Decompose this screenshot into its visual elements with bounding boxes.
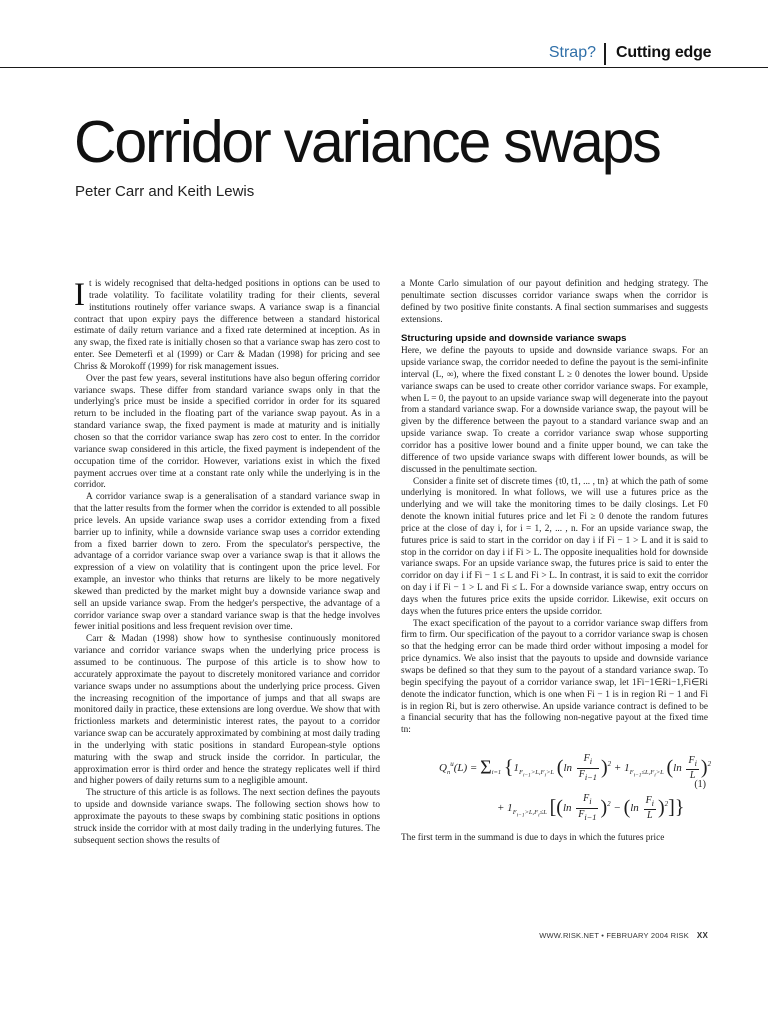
equation-line-2: + $1_{F_{i-1}>L,F_i\le L}$ [(ln $\frac{F_i}{F_{i-1}}$ )$^2$ − (ln $\frac{F_i}{L}$ )$^2$]} bbox=[497, 793, 685, 822]
page-footer bbox=[539, 931, 708, 940]
header-divider bbox=[604, 43, 606, 65]
left-column bbox=[74, 279, 380, 848]
footer-source: WWW.RISK.NET • FEBRUARY 2004 RISK bbox=[539, 931, 689, 940]
right-column bbox=[401, 279, 712, 845]
body-paragraph: The first term in the summand is due to days in which the futures price bbox=[401, 833, 665, 844]
body-paragraph: A corridor variance swap is a generalisation of a standard variance swap in that the latter results from the former when the corridor is extended to all possible price levels. An upside variance swap uses a corridor extending from a fixed barrier up to infinity, while a downside variance swap uses a corridor extending from a fixed barrier down to zero. From the speculator's perspective, the advantage of a corridor variance swap over a variance swap is that it allows the expression of a view on volatility that is contingent upon the price level. For example, an investor who thinks that returns are likely to be more negatively skewed than predicted by the market might buy a downside variance swap and sell an upside variance swap. From the hedger's perspective, the advantage of a corridor variance swap over a standard variance swap is that the hedge involves fewer initial positions and less frequent revision over time. bbox=[74, 492, 380, 633]
page-number: XX bbox=[696, 931, 708, 940]
header-rule bbox=[0, 67, 768, 68]
body-paragraph: The exact specification of the payout to a corridor variance swap differs from firm to firm. Our specification of the payout to a corridor variance swap is chosen so that the hedging error can be made third order without imposing a model for price dynamics. We also insist that the payouts to upside and downside variance swaps be defined so that they sum to the payout of a standard variance swap. To begin specifying the payout of a corridor variance swap, let 1Fi−1∈Ri−1,Fi∈Ri denote the indicator function, which is one when Fi − 1 is in region Ri − 1 and Fi is in region Ri, but is zero otherwise. An upside variance contract is defined to be a financial security that has the following non-negative payout at the fixed time tn: bbox=[401, 618, 708, 736]
section-label: Cutting edge bbox=[616, 44, 712, 61]
equation-line-1: $Q_n^u(L) = \Sigma_{i=1}$ {$1_{F_{i-1}>L,F_i>L}$ (ln $\frac{F_i}{F_{i-1}}$ )$^2 + 1_{F_{i-1}\le L,F_i>L}$ (ln $\frac{F_i}{L}$ )$^2$ bbox=[439, 753, 712, 782]
body-paragraph: Here, we define the payouts to upside and downside variance swaps. For an upside variance swap, the corridor needed to define the payout is the semi-infinite interval (L, ∞), where the fixed constant L ≥ 0 denotes the lower bound. Upside variance swaps can be used to create other corridor variance swaps. For example, when L = 0, the payout to an upside variance swap will degenerate into the payout from a standard variance swap. For a downside variance swap, the payout will be given by the difference between the payout to a standard variance swap and an upside variance swap. To create a corridor variance swap whose supporting corridor has a positive lower bound and a finite upper bound, we can take the difference of two upside variance swaps with different lower bounds, as will be discussed in the penultimate section. bbox=[401, 346, 708, 475]
body-paragraph: a Monte Carlo simulation of our payout definition and hedging strategy. The penultimate section discusses corridor variance swaps when the corridor is defined by two positive finite constants. A final section summarises and suggests extensions. bbox=[401, 279, 708, 325]
body-paragraph: Over the past few years, several institutions have also begun offering corridor variance swaps. These differ from standard variance swaps only in that the underlying's price must be inside a specified corridor in order for its squared return to be included in the floating part of the variance swap payout. As in a standard variance swap, the fixed payment is made at maturity and is initially chosen so that the corridor variance swap has zero cost to enter. In the corridor variance swap considered in this article, the fixed payment is independent of the occupation time of the corridor. However, variations exist in which the fixed payment accrues over time at a constant rate only while the underlying is in the corridor. bbox=[74, 373, 380, 491]
body-paragraph: The structure of this article is as follows. The next section defines the payouts to upside and downside variance swaps. The following section shows how to approximate the payouts to these swaps by combining static positions in options struck inside the corridor with at most daily trading in the underlying futures. The subsequent section shows the results of bbox=[74, 788, 380, 846]
strap-label: Strap? bbox=[548, 44, 596, 61]
article-title: Corridor variance swaps bbox=[74, 109, 660, 175]
body-paragraph: It is widely recognised that delta-hedged positions in options can be used to trade volatility. To facilitate volatility trading for their clients, several institutions routinely offer variance swaps. A variance swap is a financial contract that upon expiry pays the difference between a standard historical estimate of daily return variance and a fixed rate determined at inception. As in any swap, the fixed rate is initially chosen so that a variance swap has zero cost to enter. See Demeterfi et al (1999) or Carr & Madan (1998) for pricing and see Chriss & Morokoff (1999) for risk management issues. bbox=[74, 277, 380, 372]
article-authors: Peter Carr and Keith Lewis bbox=[75, 183, 255, 200]
body-paragraph: Carr & Madan (1998) show how to synthesise continuously monitored variance and corridor variance swaps when the underlying price process is assumed to be continuous. The purpose of this article is to show how to accurately approximate the payout to discretely monitored variance and corridor variance swaps under no assumptions about the underlying price process. Given the increasing recognition of the importance of jumps and that all swaps are monitored daily in practice, these extensions are long overdue. We show that with frictionless markets and deterministic interest rates, the payout to a corridor variance swap can be accurately approximated by combining at most daily trading in the underlying with static positions in standard European-style options maturing with the swap and struck inside the corridor. In particular, the approximation error is third order and hence the strategy replicates well if third and higher powers of daily returns sum to a negligible amount. bbox=[74, 634, 380, 787]
dropcap: I bbox=[74, 277, 85, 313]
equation-1 bbox=[401, 743, 712, 827]
section-heading: Structuring upside and downside variance swaps bbox=[401, 333, 627, 345]
equation-number: (1) bbox=[694, 779, 706, 791]
body-paragraph: Consider a finite set of discrete times {t0, t1, ... , tn} at which the path of some underlying is monitored. In what follows, we will use a futures price as the underlying and we will take the monitoring times to be daily closings. Let F0 denote the known initial futures price and let Fi ≥ 0 denote the random futures price at the close of day i, for i = 1, 2, ... , n. For an upside variance swap, the futures price is said to start in the corridor on day i if Fi − 1 > L and it is said to stop in the corridor on day i if Fi > L. The opposite inequalities hold for downside variance swaps. For an upside variance swap, the futures price is said to enter the corridor on day i if Fi − 1 ≤ L and Fi > L. In contrast, it is said to exit the corridor on day i if Fi − 1 > L and Fi ≤ L. For a downside variance swap, entry occurs on days when the futures price exits the upside corridor. Likewise, exit occurs on days when the futures price enters the upside corridor. bbox=[401, 476, 708, 617]
